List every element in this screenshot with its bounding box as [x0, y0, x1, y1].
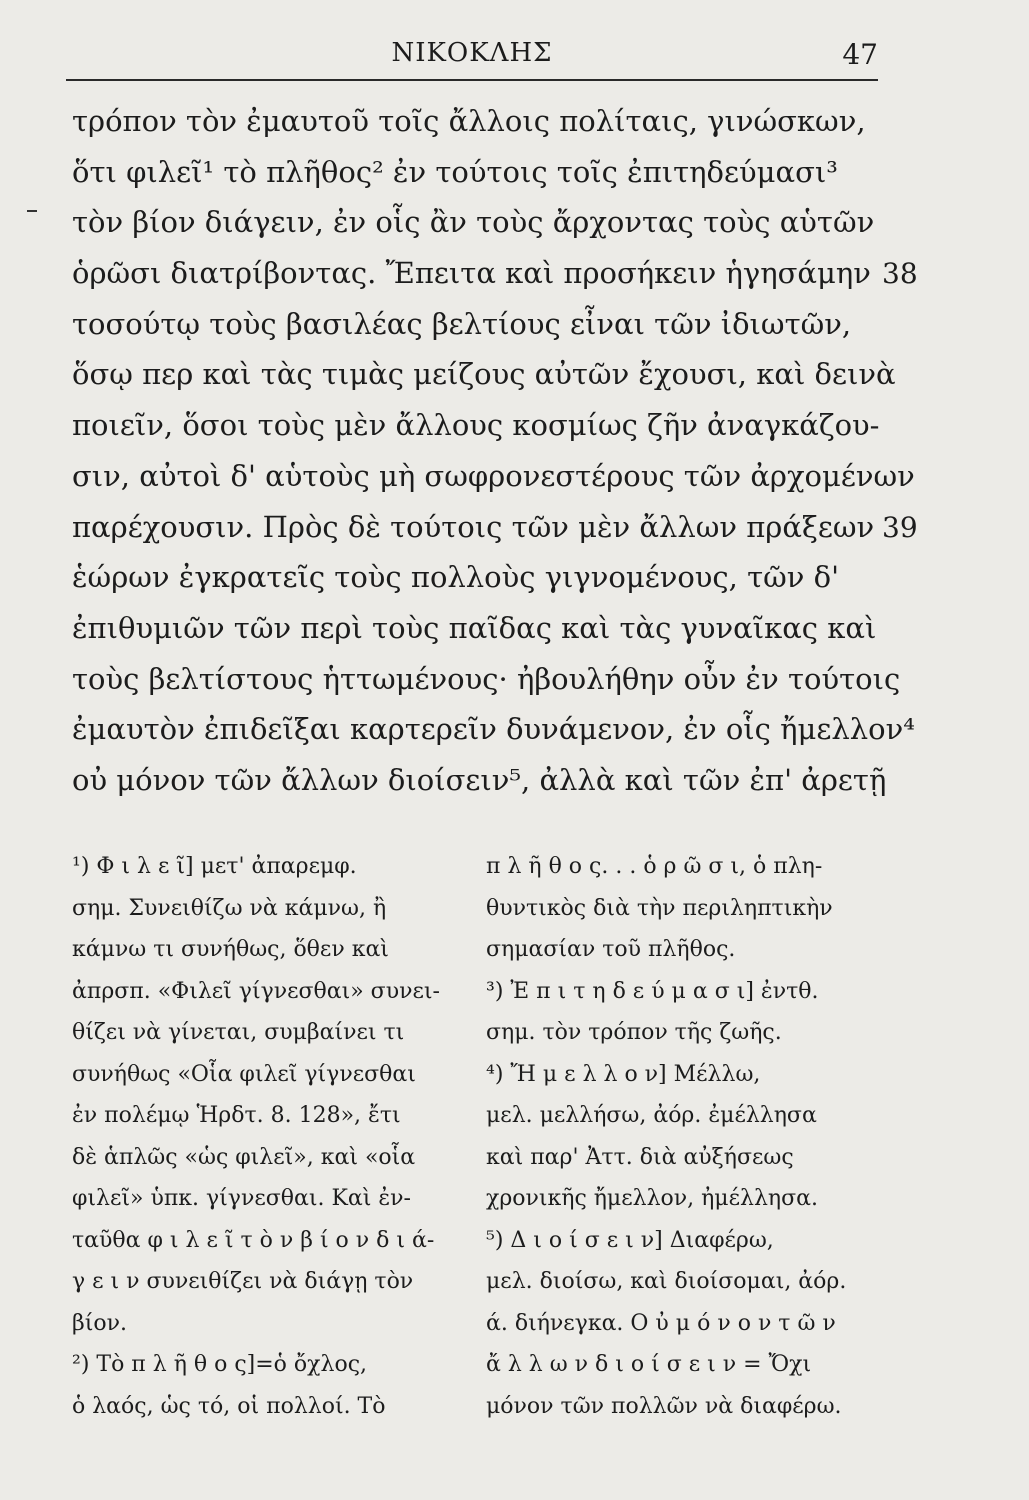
- footnote-line: ¹) Φ ι λ ε ῖ] μετ' ἀπαρεμφ.: [72, 854, 357, 879]
- text-line: [72, 552, 952, 603]
- footnote-line: ἐν πολέμῳ Ἡρδτ. 8. 128», ἔτι: [72, 1103, 401, 1128]
- line-text: ὅσῳ περ καὶ τὰς τιμὰς μείζους αὐτῶν ἔχουσι, καὶ δεινὰ: [72, 357, 896, 392]
- line-text: τοσούτῳ τοὺς βασιλέας βελτίους εἶναι τῶν ἰδιωτῶν,: [72, 306, 852, 341]
- main-text: [72, 96, 952, 806]
- line-text: ὅτι φιλεῖ¹ τὸ πλῆθος² ἐν τούτοις τοῖς ἐπιτηδεύμασι³: [72, 154, 838, 189]
- footnote-line: μόνον τῶν πολλῶν νὰ διαφέρω.: [486, 1393, 842, 1419]
- footnote-line: χρονικῆς ἤμελλον, ἠμέλλησα.: [486, 1186, 818, 1211]
- footnote-line: ἄ λ λ ω ν δ ι ο ί σ ε ι ν = Ὄχι: [486, 1352, 812, 1377]
- line-text: ὁρῶσι διατρίβοντας. Ἔπειτα καὶ προσήκειν ἡγησάμην: [72, 256, 871, 291]
- footnote-line: σημ. τὸν τρόπον τῆς ζωῆς.: [486, 1020, 782, 1045]
- text-line: [72, 502, 952, 553]
- section-number: 39: [882, 510, 918, 544]
- header-rule: [66, 79, 878, 81]
- footnote-line: ³) Ἐ π ι τ η δ ε ύ μ α σ ι] ἐντθ.: [486, 978, 819, 1004]
- footnote-line: ταῦθα φ ι λ ε ῖ τ ὸ ν β ί ο ν δ ι ά-: [72, 1227, 435, 1253]
- line-text: σιν, αὐτοὶ δ' αὑτοὺς μὴ σωφρονεστέρους τῶν ἀρχομένων: [72, 458, 915, 493]
- footnote-line: κάμνω τι συνήθως, ὅθεν καὶ: [72, 937, 389, 962]
- line-text: οὐ μόνον τῶν ἄλλων διοίσειν⁵, ἀλλὰ καὶ τῶν ἐπ' ἀρετῇ: [72, 762, 887, 797]
- footnote-line: μελ. μελλήσω, ἀόρ. ἐμέλλησα: [486, 1103, 817, 1128]
- line-text: τοὺς βελτίστους ἡττωμένους· ἠβουλήθην οὖν ἐν τούτοις: [72, 661, 901, 696]
- text-line: [72, 755, 952, 806]
- footnote-line: ⁵) Δ ι ο ί σ ε ι ν] Διαφέρω,: [486, 1227, 774, 1253]
- line-text: ποιεῖν, ὅσοι τοὺς μὲν ἄλλους κοσμίως ζῆν ἀναγκάζου-: [72, 408, 880, 443]
- footnote-line: καὶ παρ' Ἀττ. διὰ αὐξήσεως: [486, 1144, 794, 1170]
- footnote-line: ⁴) Ἤ μ ε λ λ ο ν] Μέλλω,: [486, 1061, 761, 1087]
- footnotes-left-column: [72, 846, 457, 1427]
- footnote-line: δὲ ἁπλῶς «ὡς φιλεῖ», καὶ «οἷα: [72, 1144, 416, 1170]
- footnote-line: π λ ῆ θ ο ς. . . ὁ ρ ῶ σ ι, ὁ πλη-: [486, 854, 823, 879]
- line-text: ἐπιθυμιῶν τῶν περὶ τοὺς παῖδας καὶ τὰς γυναῖκας καὶ: [72, 610, 877, 645]
- text-line: [72, 451, 952, 502]
- footnotes-right-column: [486, 846, 886, 1427]
- running-title: ΝΙΚΟΚΛΗΣ: [391, 38, 553, 68]
- text-line: [72, 299, 952, 350]
- text-line: [72, 197, 952, 248]
- text-line: [72, 248, 952, 299]
- page-header: [66, 38, 878, 78]
- footnote-line: θίζει νὰ γίνεται, συμβαίνει τι: [72, 1020, 405, 1045]
- text-line: [72, 654, 952, 705]
- footnote-line: θυντικὸς διὰ τὴν περιληπτικὴν: [486, 895, 833, 921]
- text-line: [72, 603, 952, 654]
- text-line: [72, 96, 952, 147]
- text-line: [72, 349, 952, 400]
- footnote-line: ὁ λαός, ὡς τό, οἱ πολλοί. Τὸ: [72, 1393, 386, 1419]
- footnote-line: μελ. διοίσω, καὶ διοίσομαι, ἀόρ.: [486, 1269, 847, 1294]
- page-number: 47: [842, 38, 878, 71]
- footnote-line: ά. διήνεγκα. Ο ὐ μ ό ν ο ν τ ῶ ν: [486, 1310, 836, 1336]
- footnote-line: γ ε ι ν συνειθίζει νὰ διάγῃ τὸν: [72, 1269, 414, 1294]
- line-text: τρόπον τὸν ἐμαυτοῦ τοῖς ἄλλοις πολίταις, γινώσκων,: [72, 104, 866, 138]
- footnote-line: φιλεῖ» ὑπκ. γίγνεσθαι. Καὶ ἐν-: [72, 1186, 411, 1211]
- footnote-line: ²) Τὸ π λ ῆ θ ο ς]=ὁ ὄχλος,: [72, 1352, 368, 1377]
- footnote-line: συνήθως «Οἷα φιλεῖ γίγνεσθαι: [72, 1061, 416, 1087]
- text-line: [72, 704, 952, 755]
- footnote-line: σημασίαν τοῦ πλῆθος.: [486, 937, 736, 962]
- text-line: [72, 147, 952, 198]
- line-text: παρέχουσιν. Πρὸς δὲ τούτοις τῶν μὲν ἄλλων πράξεων: [72, 509, 875, 544]
- line-text: τὸν βίον διάγειν, ἐν οἷς ἂν τοὺς ἄρχοντας τοὺς αὑτῶν: [72, 205, 875, 240]
- footnote-line: βίον.: [72, 1310, 127, 1336]
- footnote-line: σημ. Συνειθίζω νὰ κάμνω, ἢ: [72, 895, 387, 921]
- margin-mark: [27, 210, 37, 212]
- footnote-line: ἀπρσπ. «Φιλεῖ γίγνεσθαι» συνει-: [72, 978, 440, 1004]
- line-text: ἑώρων ἐγκρατεῖς τοὺς πολλοὺς γιγνομένους, τῶν δ': [72, 560, 840, 595]
- line-text: ἐμαυτὸν ἐπιδεῖξαι καρτερεῖν δυνάμενον, ἐν οἷς ἤμελλον⁴: [72, 712, 915, 747]
- text-line: [72, 400, 952, 451]
- section-number: 38: [882, 257, 918, 291]
